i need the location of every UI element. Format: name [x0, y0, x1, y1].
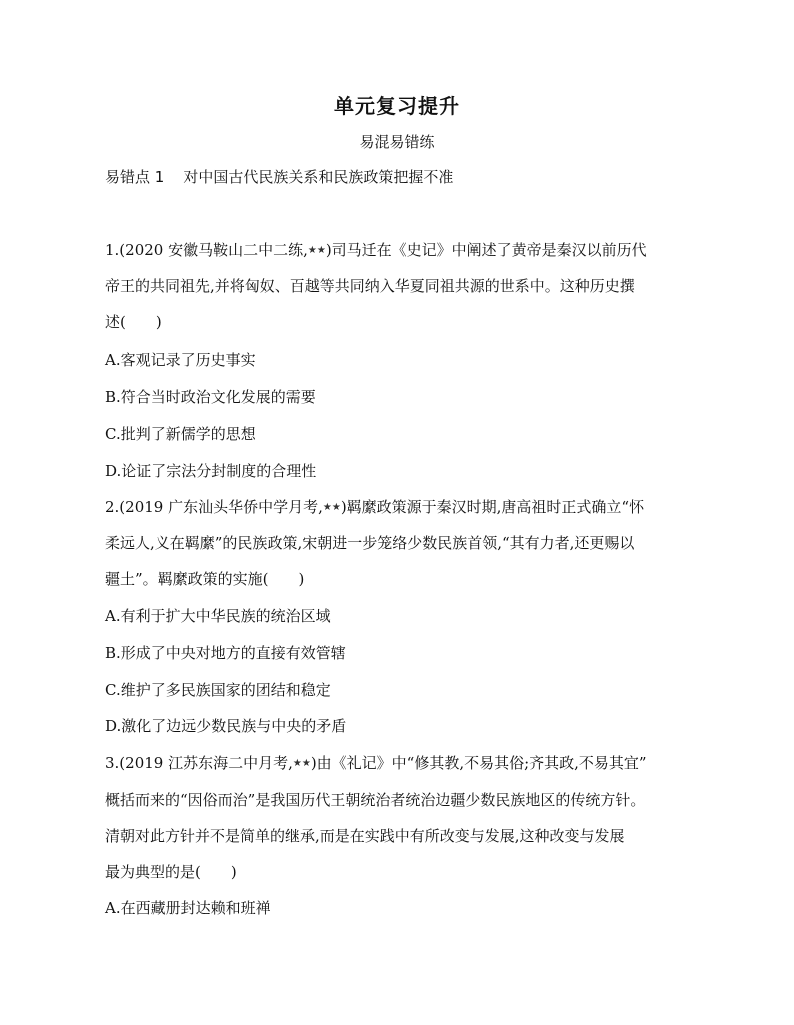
- question-1-stem-start: )司马迁在《史记》中阐述了黄帝是秦汉以前历代: [325, 241, 647, 259]
- question-1-option-a: A.客观记录了历史事实: [105, 351, 256, 369]
- question-3-source: 3.(2019 江苏东海二中月考,: [105, 754, 293, 772]
- question-2-option-a: A.有利于扩大中华民族的统治区域: [105, 607, 331, 625]
- question-1-option-d: D.论证了宗法分封制度的合理性: [105, 462, 317, 480]
- section-heading: [105, 166, 453, 187]
- question-2-option-b: B.形成了中央对地方的直接有效管辖: [105, 644, 346, 662]
- question-2-option-c: C.维护了多民族国家的团结和稳定: [105, 681, 331, 699]
- page-subtitle: 易混易错练: [359, 133, 435, 151]
- question-1-line-3: 述( ): [105, 313, 162, 331]
- question-3-line-4: 最为典型的是( ): [105, 863, 237, 881]
- question-2-line-2: 柔远人,义在羁縻”的民族政策,宋朝进一步笼络少数民族首领,“其有力者,还更赐以: [105, 534, 635, 552]
- question-1-option-c: C.批判了新儒学的思想: [105, 425, 256, 443]
- section-text: 对中国古代民族关系和民族政策把握不准: [183, 168, 454, 186]
- question-1-line-2: 帝王的共同祖先,并将匈奴、百越等共同纳入华夏同祖共源的世系中。这种历史撰: [105, 277, 635, 295]
- question-3-stem-start: )由《礼记》中“修其教,不易其俗;齐其政,不易其宜”: [310, 754, 647, 772]
- question-2-source: 2.(2019 广东汕头华侨中学月考,: [105, 498, 323, 516]
- question-1-option-b: B.符合当时政治文化发展的需要: [105, 388, 316, 406]
- question-3-line-2: 概括而来的“因俗而治”是我国历代王朝统治者统治边疆少数民族地区的传统方针。: [105, 791, 646, 809]
- section-label: 易错点 1: [105, 168, 165, 186]
- question-3-option-a: A.在西藏册封达赖和班禅: [105, 899, 271, 917]
- question-2-line-3: 疆土”。羁縻政策的实施( ): [105, 570, 305, 588]
- difficulty-star-icon: ★★: [307, 245, 326, 256]
- question-1-line-1: [105, 240, 647, 261]
- question-2-line-1: [105, 497, 644, 518]
- question-2-option-d: D.激化了边远少数民族与中央的矛盾: [105, 717, 347, 735]
- question-2-stem-start: )羁縻政策源于秦汉时期,唐高祖时正式确立“怀: [340, 498, 645, 516]
- difficulty-star-icon: ★★: [322, 502, 341, 513]
- question-3-line-3: 清朝对此方针并不是简单的继承,而是在实践中有所改变与发展,这种改变与发展: [105, 827, 625, 845]
- question-3-line-1: [105, 753, 647, 774]
- difficulty-star-icon: ★★: [292, 758, 311, 769]
- page-title: 单元复习提升: [334, 94, 460, 118]
- question-1-source: 1.(2020 安徽马鞍山二中二练,: [105, 241, 308, 259]
